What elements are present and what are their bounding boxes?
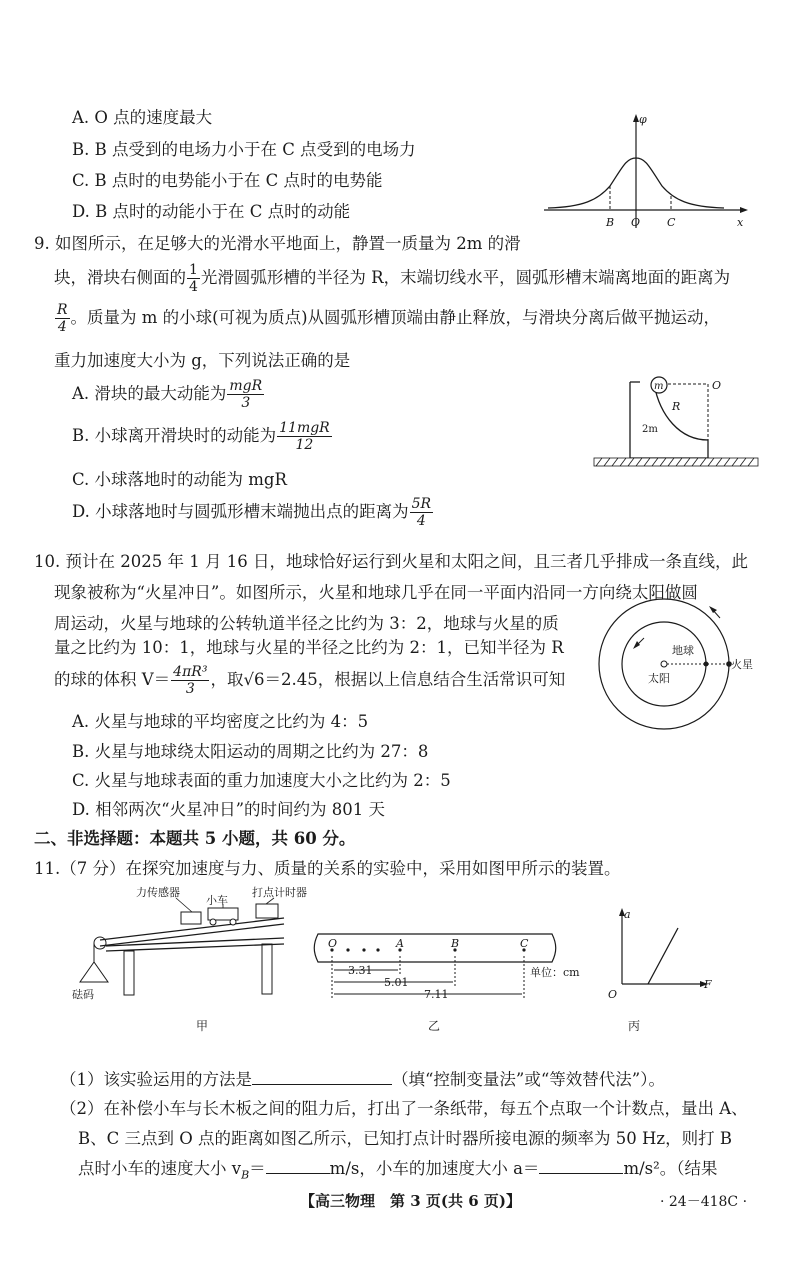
svg-text:O: O — [712, 379, 722, 392]
answer-blank-a[interactable] — [539, 1159, 623, 1174]
q8-option-d: D. B 点时的动能小于在 C 点时的动能 — [72, 202, 351, 221]
q8-graph-tick-o: O — [631, 216, 641, 229]
svg-text:3.31: 3.31 — [348, 964, 373, 977]
q10-option-a: A. 火星与地球的平均密度之比约为 4：5 — [72, 712, 369, 731]
svg-text:单位：cm: 单位：cm — [530, 966, 580, 979]
q10-option-b: B. 火星与地球绕太阳运动的周期之比约为 27：8 — [72, 742, 429, 761]
q9-line4: 重力加速度大小为 g，下列说法正确的是 — [54, 351, 351, 370]
svg-text:丙: 丙 — [628, 1019, 641, 1033]
svg-text:O: O — [328, 937, 338, 950]
svg-text:R: R — [672, 400, 681, 413]
q9-line2: 块，滑块右侧面的 $\frac{1}{4}$ 光滑圆弧形槽的半径为 R，末端切线水平，圆弧形槽末端离地面的距离为 — [54, 262, 731, 295]
q8-option-c: C. B 点时的电势能小于在 C 点时的电势能 — [72, 171, 383, 190]
q9-line1: 9. 如图所示，在足够大的光滑水平地面上，静置一质量为 2m 的滑 — [34, 234, 521, 253]
answer-blank-method[interactable] — [252, 1070, 392, 1085]
q10-option-c: C. 火星与地球表面的重力加速度大小之比约为 2：5 — [72, 771, 451, 790]
svg-text:C: C — [520, 937, 529, 950]
svg-text:A: A — [396, 937, 404, 950]
q10-line5: 的球的体积 V＝ $\frac{\text{4πR³}}{3}$ ，取√6＝2.45，根据以上信息结合生活常识可知 — [54, 664, 566, 697]
svg-text:太阳: 太阳 — [648, 672, 670, 685]
svg-text:甲: 甲 — [196, 1019, 209, 1033]
q9-slider-figure — [592, 372, 762, 472]
svg-text:F: F — [704, 978, 712, 991]
footer-code: · 24－418C · — [660, 1194, 748, 1210]
answer-blank-vb[interactable] — [266, 1159, 330, 1174]
q10-line4: 量之比约为 10：1，地球与火星的半径之比约为 2：1，已知半径为 R — [54, 638, 564, 657]
svg-text:a: a — [624, 908, 631, 921]
q8-option-a: A. O 点的速度最大 — [72, 108, 213, 127]
q8-graph-xlabel: x — [737, 216, 744, 229]
q11-part2-line2: B、C 三点到 O 点的距离如图乙所示，已知打点计时器所接电源的频率为 50 Hz，则打 B — [78, 1129, 732, 1148]
q11-part1: （1）该实验运用的方法是 （填“控制变量法”或“等效替代法”）。 — [60, 1070, 665, 1089]
svg-text:7.11: 7.11 — [424, 988, 449, 1001]
svg-text:m: m — [654, 381, 664, 392]
q8-graph-ylabel: φ — [639, 113, 647, 126]
q9-option-c: C. 小球落地时的动能为 mgR — [72, 470, 287, 489]
q9-line3: $\frac{R}{4}$ 。质量为 m 的小球(可视为质点)从圆弧形槽顶端由静止释放，与滑块分离后做平抛运动， — [57, 302, 721, 335]
svg-text:B: B — [451, 937, 460, 950]
q10-option-d: D. 相邻两次“火星冲日”的时间约为 801 天 — [72, 800, 385, 819]
svg-text:5.01: 5.01 — [384, 976, 409, 989]
svg-text:2m: 2m — [642, 424, 658, 435]
svg-text:小车: 小车 — [206, 894, 228, 907]
q11-af-graph — [604, 906, 724, 1036]
q10-orbit-figure — [592, 596, 772, 736]
q9-option-b: B. 小球离开滑块时的动能为 $\frac{\text{11mgR}}{12}$ — [72, 420, 330, 453]
q8-graph-tick-c: C — [667, 216, 676, 229]
q9-option-d: D. 小球落地时与圆弧形槽末端抛出点的距离为 $\frac{5R}{4}$ — [72, 496, 432, 529]
svg-text:打点计时器: 打点计时器 — [252, 886, 307, 899]
q10-line1: 10. 预计在 2025 年 1 月 16 日，地球恰好运行到火星和太阳之间，且三者几乎排成一条直线，此 — [34, 552, 748, 571]
svg-text:地球: 地球 — [672, 644, 694, 657]
q10-line2: 现象被称为“火星冲日”。如图所示，火星和地球几乎在同一平面内沿同一方向绕太阳做圆 — [54, 583, 698, 602]
svg-text:乙: 乙 — [428, 1019, 441, 1033]
q8-option-b: B. B 点受到的电场力小于在 C 点受到的电场力 — [72, 140, 416, 159]
frac-quarter: $\frac{1}{4}$ — [189, 262, 198, 295]
svg-text:O: O — [608, 988, 618, 1001]
footer-page-label: 【高三物理 第 3 页(共 6 页)】 — [300, 1192, 521, 1210]
svg-text:力传感器: 力传感器 — [136, 886, 180, 899]
frac-r4: $\frac{R}{4}$ — [57, 302, 68, 335]
q11-part2-line3: 点时小车的速度大小 $v_B= m/s$，小车的加速度大小 a＝ m/s²。（结果 — [78, 1159, 718, 1182]
q11-stem: 11.（7 分）在探究加速度与力、质量的关系的实验中，采用如图甲所示的装置。 — [34, 859, 621, 878]
q11-part2-line1: （2）在补偿小车与长木板之间的阻力后，打出了一条纸带，每五个点取一个计数点，量出 A、 — [60, 1099, 748, 1118]
q8-potential-graph — [538, 110, 758, 235]
q11-apparatus-figure — [66, 884, 307, 1034]
q11-tape-figure — [308, 926, 580, 1036]
q10-line3: 周运动，火星与地球的公转轨道半径之比约为 3：2，地球与火星的质 — [54, 614, 559, 633]
q8-graph-tick-b: B — [606, 216, 615, 229]
section2-heading: 二、非选择题：本题共 5 小题，共 60 分。 — [34, 829, 356, 848]
q9-option-a: A. 滑块的最大动能为 $\frac{\text{mgR}}{3}$ — [72, 378, 263, 411]
svg-text:火星: 火星 — [731, 658, 753, 671]
svg-text:砝码: 砝码 — [72, 988, 94, 1001]
